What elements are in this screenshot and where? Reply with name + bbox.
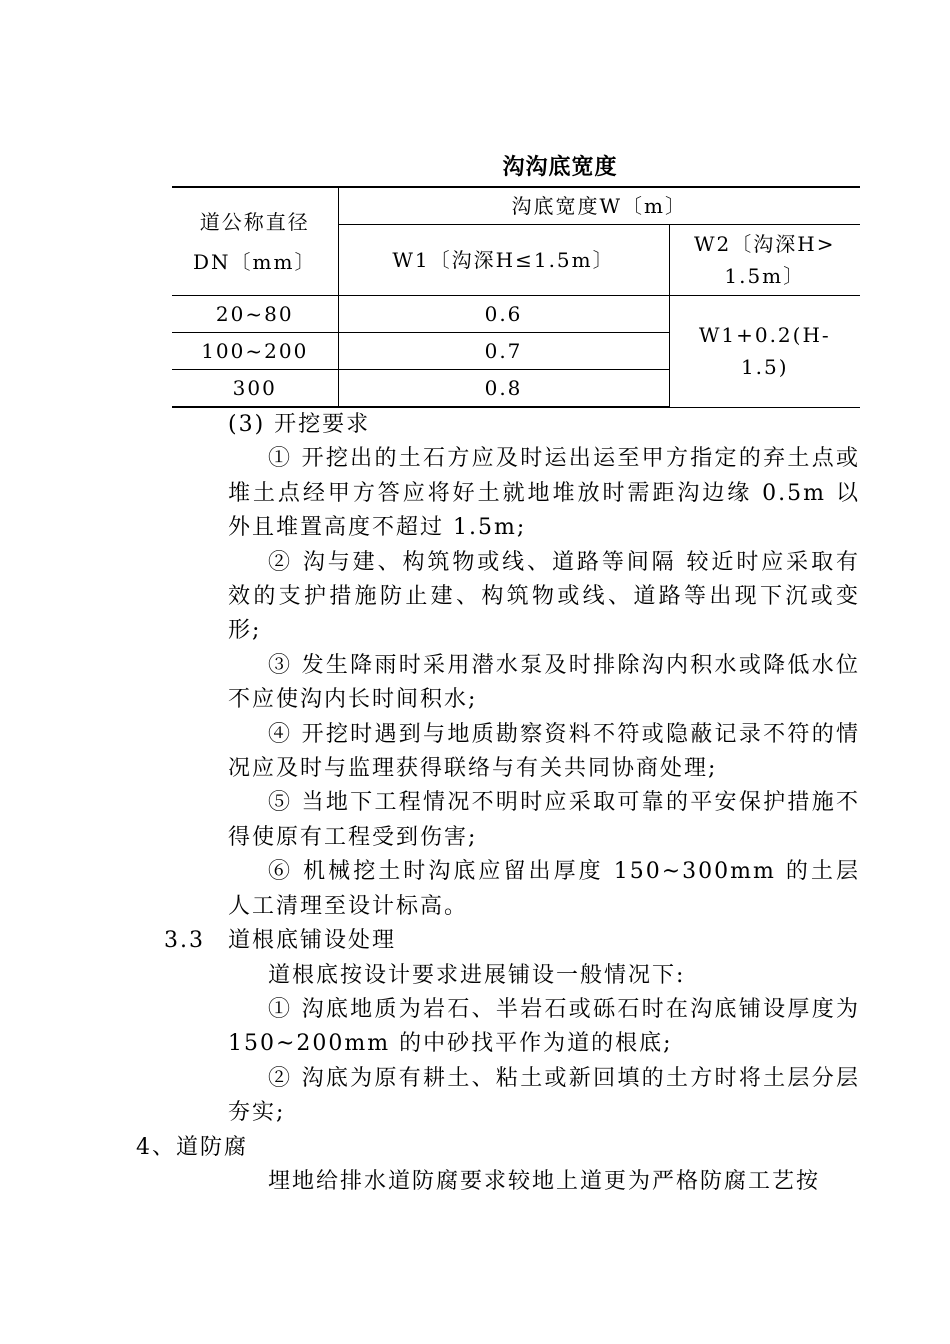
document-body (136, 408, 860, 1199)
foundation-item-1: ① 沟底地质为岩石、半岩石或砾石时在沟底铺设厚度为 150~200mm 的中砂找平作为道的根底; (228, 996, 860, 1057)
cell-dn: 300 (172, 370, 338, 408)
cell-w1: 0.8 (338, 370, 669, 408)
trench-width-table (172, 186, 860, 408)
table-title: 沟沟底宽度 (502, 154, 618, 180)
cell-dn: 100~200 (172, 333, 338, 370)
header-dn-line1: 道公称直径 (199, 209, 310, 234)
foundation-intro: 道根底按设计要求进展铺设一般情况下: (268, 962, 686, 988)
w2-formula-line1: W1+0.2(H- (698, 323, 831, 348)
cell-w1: 0.7 (338, 333, 669, 370)
cell-w2-formula (669, 296, 860, 408)
header-w1: W1〔沟深H≤1.5m〕 (338, 225, 669, 296)
excavation-item-2: ② 沟与建、构筑物或线、道路等间隔 较近时应采取有效的支护措施防止建、构筑物或线、道路等出现下沉或变形; (228, 549, 860, 644)
excavation-item-6: ⑥ 机械挖土时沟底应留出厚度 150~300mm 的土层人工清理至设计标高。 (228, 859, 860, 919)
foundation-item-2: ② 沟底为原有耕土、粘土或新回填的土方时将土层分层夯实; (228, 1065, 860, 1126)
cell-dn: 20~80 (172, 296, 338, 333)
section-3-3-heading (164, 924, 860, 958)
anticorrosion-text: 埋地给排水道防腐要求较地上道更为严格防腐工艺按 (268, 1168, 821, 1194)
excavation-item-3: ③ 发生降雨时采用潜水泵及时排除沟内积水或降低水位不应使沟内长时间积水; (228, 652, 860, 713)
header-w2-line2: 1.5m〕 (724, 264, 806, 288)
excavation-item-5: ⑤ 当地下工程情况不明时应采取可靠的平安保护措施不得使原有工程受到伤害; (228, 790, 860, 850)
excavation-item-4: ④ 开挖时遇到与地质勘察资料不符或隐蔽记录不符的情况应及时与监理获得联络与有关共同协商处理; (228, 721, 860, 782)
section-4-heading: 4、道防腐 (136, 1134, 248, 1160)
section-3-heading: (3) 开挖要求 (228, 412, 371, 437)
cell-w1: 0.6 (338, 296, 669, 333)
header-w2 (669, 225, 860, 296)
header-dn-line2: DN〔mm〕 (193, 249, 317, 274)
header-dn (172, 187, 338, 296)
excavation-item-1: ① 开挖出的土石方应及时运出运至甲方指定的弃土点或堆土点经甲方答应将好土就地堆放时需距沟边缘 0.5m 以外且堆置高度不超过 1.5m; (228, 446, 860, 541)
header-w2-line1: W2〔沟深H> (694, 232, 836, 256)
table-header-row-1 (172, 187, 860, 225)
header-width-group: 沟底宽度W〔m〕 (338, 187, 860, 225)
w2-formula-line2: 1.5) (740, 355, 789, 380)
table-row (172, 296, 860, 333)
section-3-3-number: 3.3 (164, 928, 205, 954)
section-3-3-title: 道根底铺设处理 (228, 928, 397, 954)
